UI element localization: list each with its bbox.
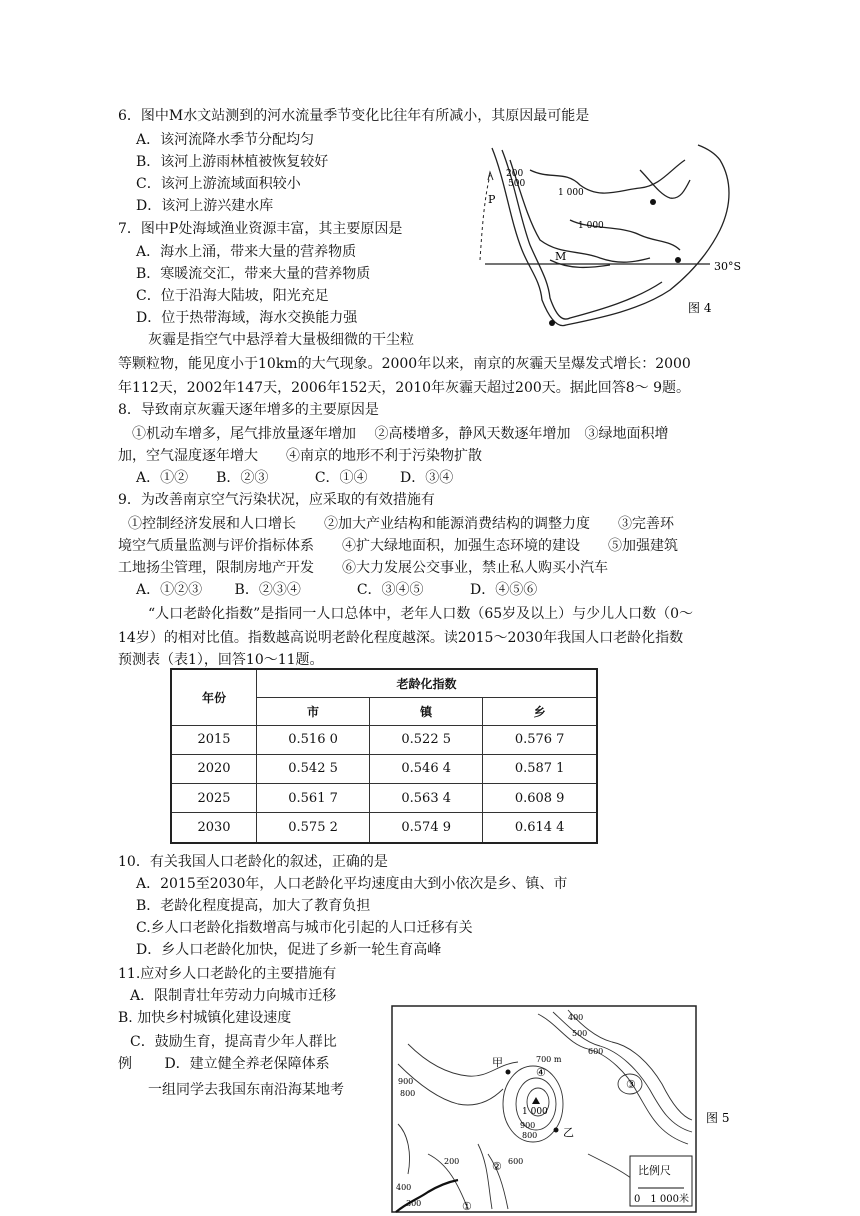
fig4-contour-200: 200 xyxy=(506,169,524,179)
fig5-contour-600-b: 600 xyxy=(508,1157,524,1166)
q10-option-d: D．乡人口老龄化加快，促进了乡新一轮生育高峰 xyxy=(136,942,442,958)
fig5-contour-800-b: 800 xyxy=(400,1089,416,1098)
q10-option-c: C.乡人口老龄化指数增高与城市化引起的人口迁移有关 xyxy=(136,920,473,936)
fig5-point-3: ③ xyxy=(626,1078,636,1091)
intro-aging-line1: “人口老龄化指数”是指同一人口总体中，老年人口数（65岁及以上）与少儿人口数（0～ xyxy=(148,606,694,622)
q11-option-b: B. 加快乡村城镇化建设速度 xyxy=(118,1010,292,1026)
fig5-point-4: ④ xyxy=(536,1066,546,1079)
fig5-contour-700: 700 m xyxy=(536,1055,562,1064)
q10-option-a: A．2015至2030年，人口老龄化平均速度由大到小依次是乡、镇、市 xyxy=(136,876,568,892)
aging-index-table xyxy=(170,668,598,844)
q9-item-line2: 境空气质量监测与评价指标体系 ④扩大绿地面积，加强生态环境的建设 ⑤加强建筑 xyxy=(118,538,678,554)
table-cell: 2015 xyxy=(171,725,257,754)
tail-intro: 一组同学去我国东南沿海某地考 xyxy=(148,1082,344,1098)
q6-option-c: C．该河上游流域面积较小 xyxy=(136,176,301,192)
q9-item-line3: 工地扬尘管理，限制房地产开发 ⑥大力发展公交事业，禁止私人购买小汽车 xyxy=(118,560,608,576)
fig5-contour-900: 900 xyxy=(520,1121,536,1130)
table-cell: 0.516 0 xyxy=(257,725,370,754)
table-cell: 0.587 1 xyxy=(483,754,597,783)
figure-4-map xyxy=(470,140,760,340)
fig5-contour-500: 500 xyxy=(572,1029,588,1038)
table-row xyxy=(171,725,597,754)
fig5-contour-300: 300 xyxy=(406,1199,422,1208)
intro-haze-line1: 灰霾是指空气中悬浮着大量极细微的干尘粒 xyxy=(148,332,414,348)
fig5-contour-400: 400 xyxy=(568,1013,584,1022)
fig4-label-m: M xyxy=(555,250,567,263)
fig4-latitude-30s: 30°S xyxy=(714,260,742,273)
q10-stem: 10．有关我国人口老龄化的叙述，正确的是 xyxy=(118,854,388,870)
q6-option-a: A．该河流降水季节分配均匀 xyxy=(136,132,315,148)
fig5-contour-400-b: 400 xyxy=(396,1183,412,1192)
fig4-contour-1000-b: 1 000 xyxy=(578,221,604,231)
fig5-contour-900-b: 900 xyxy=(398,1077,414,1086)
fig5-point-1: ① xyxy=(462,1200,472,1213)
intro-haze-line2: 等颗粒物，能见度小于10km的大气现象。2000年以来，南京的灰霾天呈爆发式增长：2000 xyxy=(118,356,691,372)
table-header-village: 乡 xyxy=(483,697,597,725)
fig4-contour-500: 500 xyxy=(508,179,526,189)
table-cell: 0.563 4 xyxy=(370,784,483,813)
q7-stem: 7．图中P处海域渔业资源丰富，其主要原因是 xyxy=(118,221,403,237)
table-cell: 2025 xyxy=(171,784,257,813)
q6-option-b: B．该河上游雨林植被恢复较好 xyxy=(136,154,329,170)
fig5-label-jia: 甲 xyxy=(492,1056,503,1069)
q7-option-d: D．位于热带海域，海水交换能力强 xyxy=(136,310,358,326)
table-cell: 0.561 7 xyxy=(257,784,370,813)
fig5-point-2: ② xyxy=(492,1160,502,1173)
q9-stem: 9．为改善南京空气污染状况，应采取的有效措施有 xyxy=(118,492,435,508)
table-cell: 0.574 9 xyxy=(370,813,483,843)
fig5-scale-label: 0 1 000米 xyxy=(634,1194,689,1205)
fig4-caption: 图 4 xyxy=(688,301,712,315)
fig5-contour-600: 600 xyxy=(588,1047,604,1056)
fig4-contour-1000-a: 1 000 xyxy=(558,188,584,198)
q11-option-d: 例 D．建立健全养老保障体系 xyxy=(118,1056,330,1072)
q8-options: A．①② B．②③ C．①④ D．③④ xyxy=(136,470,454,486)
intro-aging-line3: 预测表（表1），回答10～11题。 xyxy=(118,652,324,668)
fig5-scale-title: 比例尺 xyxy=(638,1164,671,1177)
figure-5-contour-map xyxy=(388,1004,758,1216)
table-row xyxy=(171,813,597,843)
q11-stem: 11.应对乡人口老龄化的主要措施有 xyxy=(118,966,337,982)
fig5-label-yi: 乙 xyxy=(563,1126,574,1139)
table-header-town: 镇 xyxy=(370,697,483,725)
intro-aging-line2: 14岁）的相对比值。指数越高说明老龄化程度越深。读2015～2030年我国人口老龄化指数 xyxy=(118,630,684,646)
q10-option-b: B．老龄化程度提高，加大了教育负担 xyxy=(136,898,371,914)
q8-stem: 8．导致南京灰霾天逐年增多的主要原因是 xyxy=(118,402,379,418)
q8-item-line2: 加，空气湿度逐年增大 ④南京的地形不利于污染物扩散 xyxy=(118,448,482,464)
q7-option-c: C．位于沿海大陆坡，阳光充足 xyxy=(136,288,329,304)
fig5-contour-200: 200 xyxy=(444,1157,460,1166)
table-row xyxy=(171,784,597,813)
q7-option-a: A．海水上涌，带来大量的营养物质 xyxy=(136,244,357,260)
q8-item-line1: ①机动车增多，尾气排放量逐年增加 ②高楼增多，静风天数逐年增加 ③绿地面积增 xyxy=(132,426,669,442)
q11-option-a: A．限制青壮年劳动力向城市迁移 xyxy=(130,988,337,1004)
table-cell: 0.522 5 xyxy=(370,725,483,754)
table-cell: 0.614 4 xyxy=(483,813,597,843)
fig5-peak-1000: 1 000 xyxy=(522,1107,548,1117)
fig5-caption: 图 5 xyxy=(706,1111,730,1125)
table-header-city: 市 xyxy=(257,697,370,725)
q9-item-line1: ①控制经济发展和人口增长 ②加大产业结构和能源消费结构的调整力度 ③完善环 xyxy=(128,516,674,532)
table-cell: 0.576 7 xyxy=(483,725,597,754)
table-cell: 0.575 2 xyxy=(257,813,370,843)
table-cell: 0.546 4 xyxy=(370,754,483,783)
fig5-contour-800: 800 xyxy=(522,1131,538,1140)
fig4-label-p: P xyxy=(488,193,496,206)
intro-haze-line3: 年112天，2002年147天，2006年152天，2010年灰霾天超过200天。据此回答8～ 9题。 xyxy=(118,380,691,396)
table-header-index: 老龄化指数 xyxy=(257,669,598,697)
q6-option-d: D．该河上游兴建水库 xyxy=(136,198,274,214)
table-header-year: 年份 xyxy=(171,669,257,725)
q11-option-c: C．鼓励生育，提高青少年人群比 xyxy=(130,1034,337,1050)
q7-option-b: B．寒暖流交汇，带来大量的营养物质 xyxy=(136,266,371,282)
table-cell: 0.542 5 xyxy=(257,754,370,783)
q6-stem: 6．图中M水文站测到的河水流量季节变化比往年有所减小，其原因最可能是 xyxy=(118,108,590,124)
table-row xyxy=(171,754,597,783)
table-cell: 0.608 9 xyxy=(483,784,597,813)
q9-options: A．①②③ B．②③④ C．③④⑤ D．④⑤⑥ xyxy=(136,582,538,598)
table-cell: 2020 xyxy=(171,754,257,783)
table-cell: 2030 xyxy=(171,813,257,843)
